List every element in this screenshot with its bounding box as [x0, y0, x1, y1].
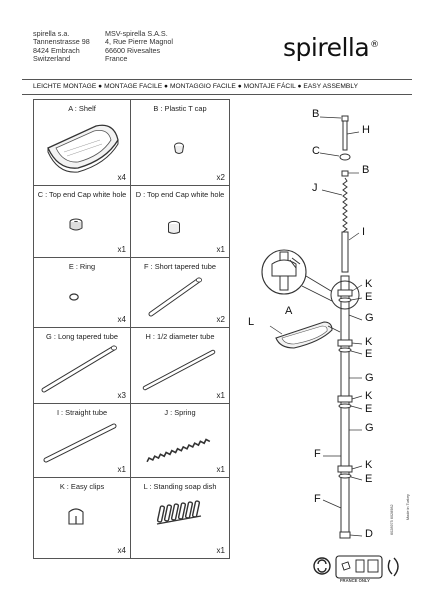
part-label: B : Plastic T cap — [153, 104, 207, 113]
divider-top — [22, 79, 412, 80]
france-only-mark: FRANCE ONLY — [340, 578, 370, 583]
spring-illustration — [131, 404, 229, 478]
callout-j: J — [312, 182, 318, 194]
part-label: L : Standing soap dish — [143, 482, 217, 491]
part-quantity: x3 — [117, 391, 126, 400]
callout-c: C — [312, 145, 320, 157]
part-cell-i — [34, 404, 131, 478]
part-quantity: x4 — [117, 546, 126, 555]
callout-e-1: E — [365, 291, 373, 303]
part-quantity: x1 — [117, 465, 126, 474]
half-diameter-tube-illustration — [131, 328, 229, 404]
part-label: I : Straight tube — [56, 408, 108, 417]
callout-k-1: K — [365, 278, 373, 290]
e-ring-4-shape — [339, 474, 351, 478]
e-ring-1-shape — [339, 298, 351, 302]
part-quantity: x1 — [117, 245, 126, 254]
callout-k-4: K — [365, 459, 373, 471]
logo-text: spirella — [283, 33, 370, 62]
part-cell-j — [131, 404, 229, 478]
d-cap-shape — [340, 532, 350, 538]
callout-g-1: G — [365, 312, 374, 324]
b-cap-top-shape — [342, 116, 348, 121]
part-quantity: x1 — [216, 546, 225, 555]
short-tapered-tube-illustration — [131, 258, 229, 328]
made-in-label: Made in Turkey — [406, 494, 410, 520]
callout-f-2: F — [314, 493, 321, 505]
callout-k-2: K — [365, 336, 373, 348]
part-cell-h — [131, 328, 229, 404]
address-line: Switzerland — [33, 54, 71, 64]
callout-b-top: B — [312, 108, 320, 120]
callout-k-3: K — [365, 390, 373, 402]
k-clip-1-shape — [338, 290, 352, 296]
part-label: J : Spring — [164, 408, 196, 417]
long-tapered-tube-illustration — [34, 328, 131, 404]
part-cell-c — [34, 186, 131, 258]
part-label: G : Long tapered tube — [46, 332, 118, 341]
part-label: F : Short tapered tube — [144, 262, 216, 271]
e-ring-3-shape — [339, 404, 351, 408]
part-cell-d — [131, 186, 229, 258]
assembly-diagram — [232, 100, 424, 555]
part-cell-k — [34, 478, 131, 558]
part-quantity: x2 — [216, 315, 225, 324]
part-quantity: x1 — [216, 465, 225, 474]
callout-d: D — [365, 528, 373, 540]
part-cell-f — [131, 258, 229, 328]
b-cap-2-shape — [342, 171, 348, 176]
k-clip-2-shape — [338, 340, 352, 346]
address-line: France — [105, 54, 128, 64]
callout-b-second: B — [362, 164, 370, 176]
part-cell-a — [34, 100, 131, 186]
easy-clip-illustration — [34, 478, 131, 558]
part-quantity: x4 — [117, 315, 126, 324]
company-address-france — [105, 30, 173, 64]
part-label: E : Ring — [68, 262, 96, 271]
j-spring-shape — [343, 178, 347, 232]
e-ring-2-shape — [339, 348, 351, 352]
part-label: C : Top end Cap white hole — [37, 190, 127, 199]
part-label: H : 1/2 diameter tube — [145, 332, 215, 341]
product-code: 6028975 6028982 — [390, 504, 394, 535]
k-clip-3-shape — [338, 396, 352, 402]
soap-dish-illustration — [131, 478, 229, 558]
part-label: A : Shelf — [68, 104, 96, 113]
company-address-swiss — [33, 30, 90, 64]
top-end-cap-d-illustration — [131, 186, 229, 258]
part-cell-e — [34, 258, 131, 328]
ring-illustration — [34, 258, 131, 328]
callout-i: I — [362, 226, 366, 238]
callout-l: L — [248, 316, 255, 328]
callout-g-2: G — [365, 372, 374, 384]
address-line: spirella s.a. — [33, 29, 70, 38]
part-cell-l — [131, 478, 229, 558]
callout-h: H — [362, 124, 370, 136]
straight-tube-illustration — [34, 404, 131, 478]
address-line: 4, Rue Pierre Magnol — [105, 37, 173, 47]
part-cell-g — [34, 328, 131, 404]
part-quantity: x1 — [216, 391, 225, 400]
i-tube-shape — [342, 232, 348, 272]
divider-bottom — [22, 94, 412, 95]
callout-e-3: E — [365, 403, 373, 415]
callout-g-3: G — [365, 422, 374, 434]
part-quantity: x2 — [216, 173, 225, 182]
shelf-illustration — [34, 100, 131, 186]
address-line: 66600 Rivesaltes — [105, 45, 161, 55]
top-end-cap-c-illustration — [34, 186, 131, 258]
registered-mark: ® — [370, 39, 379, 50]
part-quantity: x4 — [117, 173, 126, 182]
shelf-a-diagram — [276, 322, 340, 348]
k-clip-4-shape — [338, 466, 352, 472]
assembly-banner: LEICHTE MONTAGE ● MONTAGE FACILE ● MONTAGGIO FACILE ● MONTAJE FÁCIL ● EASY ASSEMBLY — [33, 83, 359, 90]
address-line: 8424 Embrach — [33, 45, 80, 55]
parts-grid — [33, 99, 230, 559]
callout-e-2: E — [365, 348, 373, 360]
address-line: MSV-spirella S.A.S. — [105, 29, 168, 38]
c-cap-shape — [340, 154, 350, 160]
part-label: D : Top end Cap white hole — [135, 190, 225, 199]
recycle-arrow-icon — [388, 558, 398, 576]
callout-a: A — [285, 305, 293, 317]
part-label: K : Easy clips — [59, 482, 105, 491]
plastic-t-cap-illustration — [131, 100, 229, 186]
callout-f-1: F — [314, 448, 321, 460]
address-line: Tannenstrasse 98 — [33, 37, 90, 47]
part-cell-b — [131, 100, 229, 186]
part-quantity: x1 — [216, 245, 225, 254]
spirella-logo — [283, 33, 379, 62]
h-tube-shape — [343, 120, 347, 150]
callout-e-4: E — [365, 473, 373, 485]
